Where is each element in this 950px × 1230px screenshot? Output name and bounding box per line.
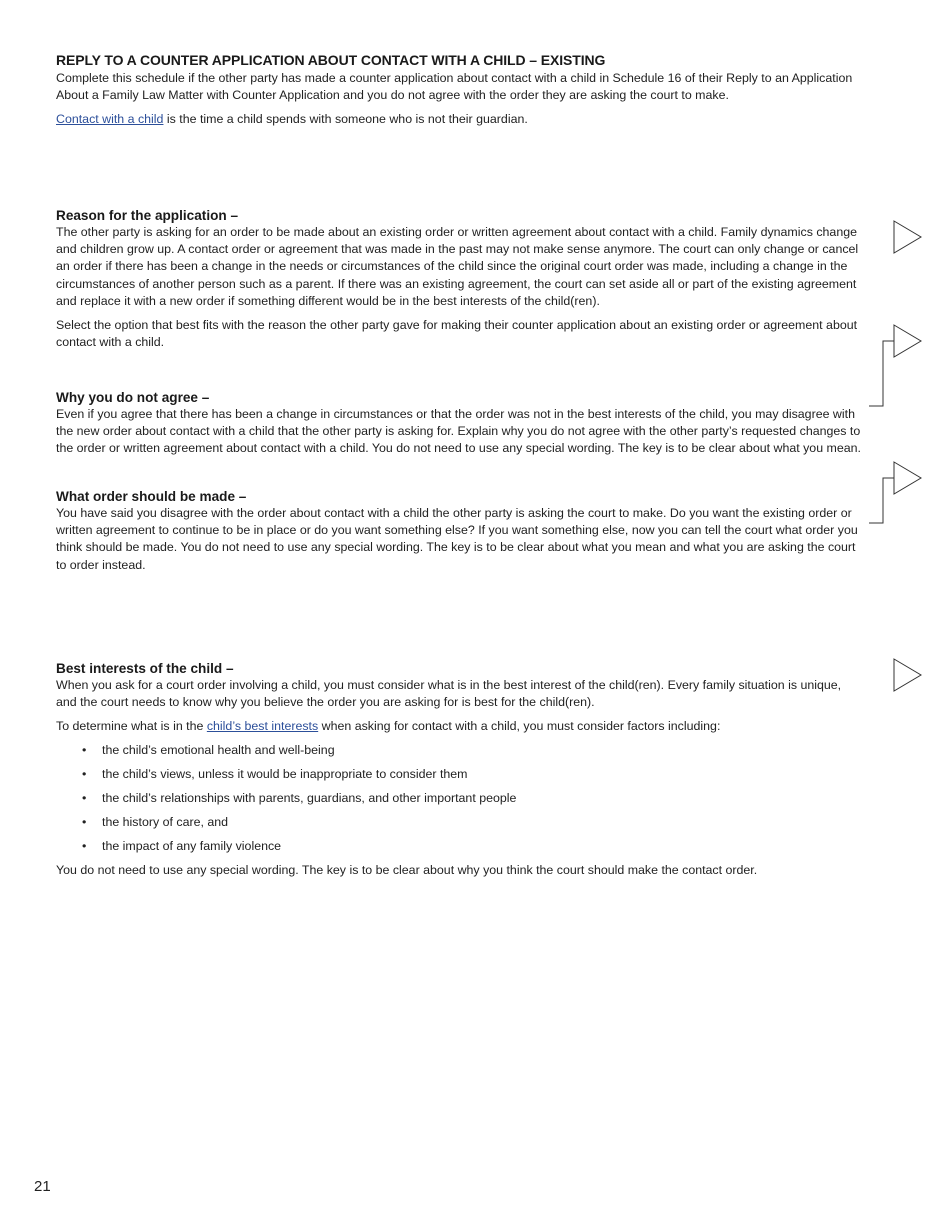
definition-text bbox=[56, 111, 862, 128]
factor-text: the impact of any family violence bbox=[102, 838, 282, 853]
bullet-icon: • bbox=[82, 742, 87, 757]
order-section bbox=[56, 488, 862, 574]
factors-intro-before: To determine what is in the bbox=[56, 719, 207, 734]
definition-rest: is the time a child spends with someone who is not their guardian. bbox=[163, 112, 528, 127]
factors-list bbox=[56, 742, 862, 855]
best-interests-paragraph: When you ask for a court order involving a child, you must consider what is in the best interest of the child(ren). Every family situation is unique, and the court needs to know why you believe the order you are asking for is best for the child(ren). bbox=[56, 678, 842, 710]
child-best-interests-link[interactable]: child’s best interests bbox=[206, 719, 319, 734]
order-paragraph: You have said you disagree with the order about contact with a child the other party is asking the court to make. Do you want the existing order or written agreement to continue to be in place or do you want something else? If you want something else, now you can tell the court what order you think should be made. You do not need to use any special wording. The key is to be clear about what you mean and what you are asking the court to order instead. bbox=[56, 506, 858, 572]
reason-heading: Reason for the application – bbox=[56, 208, 239, 223]
factor-text: the history of care, and bbox=[102, 814, 229, 829]
bullet-icon: • bbox=[82, 790, 87, 805]
page-title: REPLY TO A COUNTER APPLICATION ABOUT CONTACT WITH A CHILD – EXISTING bbox=[56, 52, 606, 68]
arrow-connector-icon bbox=[868, 324, 924, 408]
bullet-icon: • bbox=[82, 766, 87, 781]
factor-text: the child’s emotional health and well-being bbox=[102, 742, 335, 757]
list-item bbox=[56, 814, 862, 831]
best-interests-heading: Best interests of the child – bbox=[56, 661, 234, 676]
contact-with-child-link[interactable]: Contact with a child bbox=[56, 112, 164, 127]
bullet-icon: • bbox=[82, 814, 87, 829]
order-heading: What order should be made – bbox=[56, 489, 247, 504]
intro-section bbox=[56, 70, 862, 129]
disagree-section bbox=[56, 389, 862, 458]
disagree-paragraph: Even if you agree that there has been a change in circumstances or that the order was not in the best interests of the child, you may disagree with the new order about contact with a child that the other party is asking for. Explain why you do not agree with the other party’s requested changes to the order or written agreement about contact with a child. You do not need to use any special wording. The key is to be clear about what you mean. bbox=[56, 407, 861, 456]
factors-intro-after: when asking for contact with a child, you must consider factors including: bbox=[318, 719, 721, 734]
page-number: 21 bbox=[34, 1178, 51, 1195]
factor-text: the child’s relationships with parents, guardians, and other important people bbox=[102, 790, 517, 805]
disagree-heading: Why you do not agree – bbox=[56, 390, 210, 405]
arrow-marker-icon bbox=[893, 658, 923, 693]
best-interests-factors-intro bbox=[56, 718, 862, 735]
list-item bbox=[56, 838, 862, 855]
best-interests-closing: You do not need to use any special wording. The key is to be clear about why you think the court should make the contact order. bbox=[56, 862, 758, 877]
best-interests-section bbox=[56, 660, 862, 879]
list-item bbox=[56, 742, 862, 759]
intro-text: Complete this schedule if the other party has made a counter application about contact with a child in Schedule 16 of their Reply to an Application About a Family Law Matter with Counter Application and you do not agree with the order they are asking the court to make. bbox=[56, 71, 853, 103]
reason-instruction: Select the option that best fits with the reason the other party gave for making their counter application about an existing order or agreement about contact with a child. bbox=[56, 318, 858, 350]
arrow-connector-icon bbox=[868, 461, 924, 525]
factor-text: the child’s views, unless it would be inappropriate to consider them bbox=[102, 766, 468, 781]
reason-paragraph: The other party is asking for an order to be made about an existing order or written agreement about contact with a child. Family dynamics change and children grow up. A contact order or agreement that was made in the past may not make sense anymore. The court can only change or cancel an order if there has been a change in the needs or circumstances of the child since the original court order was made, including a change in the circumstances of another person such as a parent. If there was an existing agreement, the court can set aside all or part of the existing agreement and replace it with a new order if something different would be in the best interests of the child(ren). bbox=[56, 225, 859, 308]
bullet-icon: • bbox=[82, 838, 87, 853]
list-item bbox=[56, 790, 862, 807]
list-item bbox=[56, 766, 862, 783]
arrow-marker-icon bbox=[893, 220, 923, 255]
reason-section bbox=[56, 207, 862, 351]
